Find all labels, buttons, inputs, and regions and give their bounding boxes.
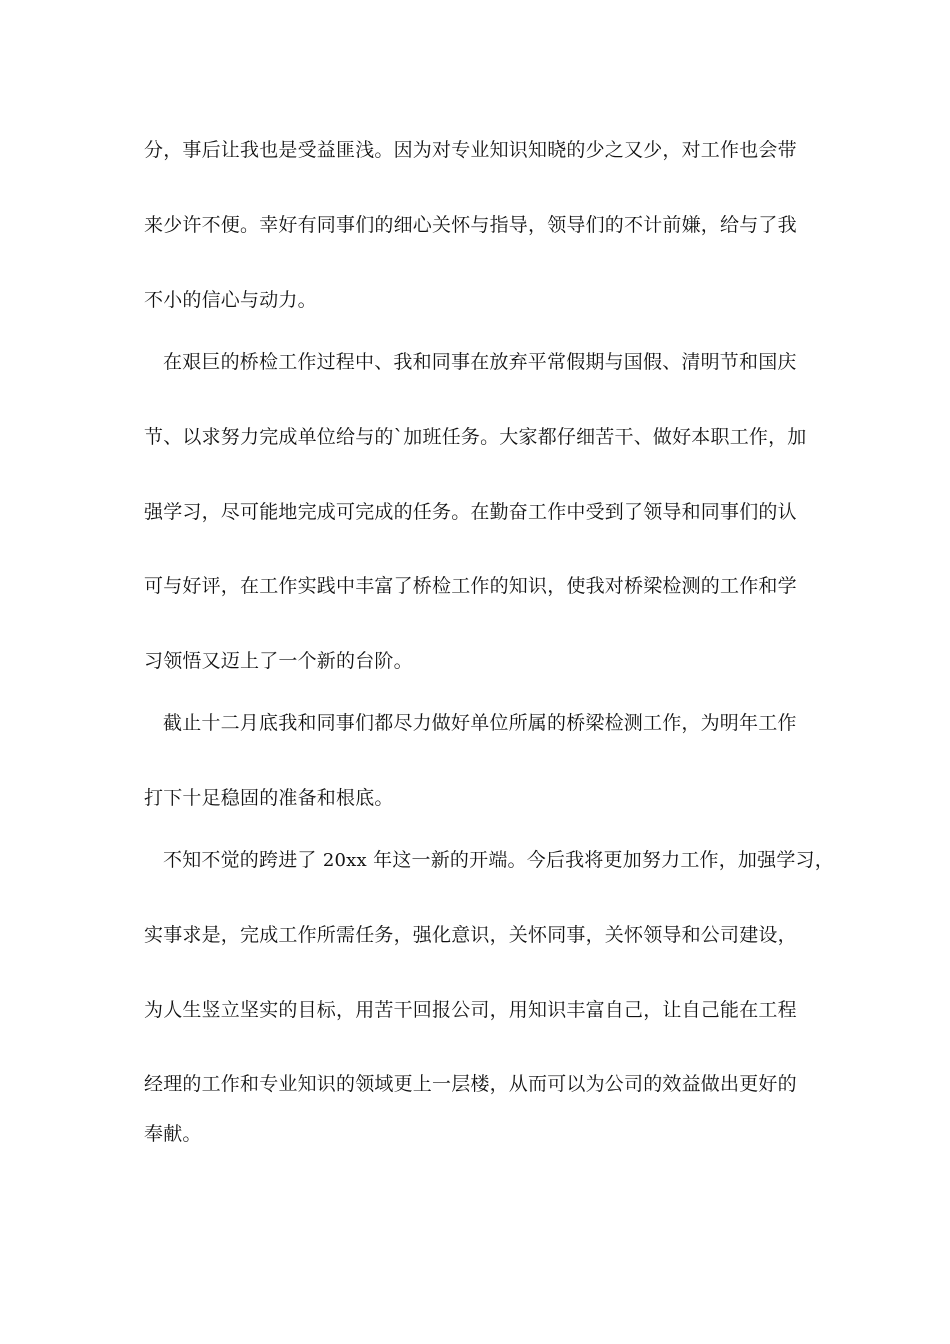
year-text: 20xx <box>322 850 367 871</box>
text-line: 经理的工作和专业知识的领域更上一层楼，从而可以为公司的效益做出更好的 <box>144 1073 797 1095</box>
text-line <box>163 848 834 873</box>
text-line: 为人生竖立坚实的目标，用苦干回报公司，用知识丰富自己，让自己能在工程 <box>144 999 797 1021</box>
text-line: 在艰巨的桥检工作过程中、我和同事在放弃平常假期与国假、清明节和国庆 <box>163 351 797 373</box>
text-line: 分，事后让我也是受益匪浅。因为对专业知识知晓的少之又少，对工作也会带 <box>144 139 797 161</box>
text-line: 来少许不便。幸好有同事们的细心关怀与指导，领导们的不计前嫌，给与了我 <box>144 214 797 236</box>
text-line: 奉献。 <box>144 1123 202 1145</box>
text-line: 实事求是，完成工作所需任务，强化意识，关怀同事，关怀领导和公司建设， <box>144 924 797 946</box>
text-line: 不小的信心与动力。 <box>144 289 317 311</box>
text-line: 习领悟又迈上了一个新的台阶。 <box>144 650 413 672</box>
text-line: 强学习，尽可能地完成可完成的任务。在勤奋工作中受到了领导和同事们的认 <box>144 501 797 523</box>
text-segment: 年这一新的开端。今后我将更加努力工作，加强学习， <box>373 849 834 871</box>
text-line: 节、以求努力完成单位给与的`加班任务。大家都仔细苦干、做好本职工作，加 <box>144 426 807 448</box>
text-line: 打下十足稳固的准备和根底。 <box>144 787 394 809</box>
text-segment: 不知不觉的跨进了 <box>163 849 317 871</box>
text-line: 截止十二月底我和同事们都尽力做好单位所属的桥梁检测工作，为明年工作 <box>163 712 797 734</box>
text-line: 可与好评，在工作实践中丰富了桥检工作的知识，使我对桥梁检测的工作和学 <box>144 575 797 597</box>
